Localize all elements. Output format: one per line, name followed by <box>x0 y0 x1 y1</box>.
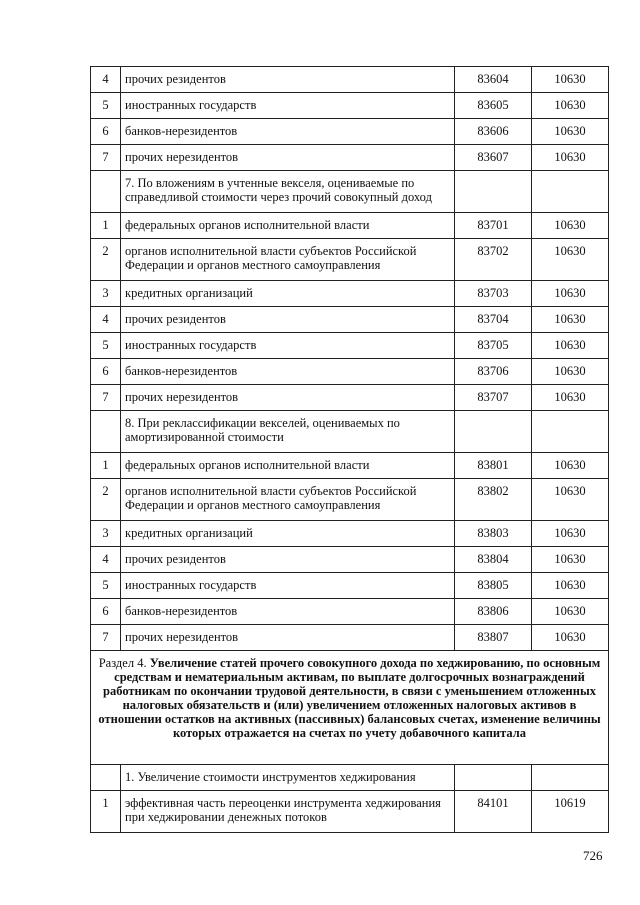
row-description: прочих резидентов <box>121 307 455 333</box>
row-description: кредитных организаций <box>121 521 455 547</box>
row-description: иностранных государств <box>121 93 455 119</box>
row-description: прочих нерезидентов <box>121 625 455 651</box>
account-number: 10630 <box>532 479 609 521</box>
section-label: Раздел 4. <box>98 656 147 670</box>
table-row <box>91 599 609 625</box>
row-number: 4 <box>91 67 121 93</box>
row-number: 7 <box>91 145 121 171</box>
row-number <box>91 411 121 453</box>
symbol-code: 83703 <box>455 281 532 307</box>
account-number: 10630 <box>532 521 609 547</box>
symbol-code: 83606 <box>455 119 532 145</box>
account-number: 10630 <box>532 145 609 171</box>
symbol-code: 83805 <box>455 573 532 599</box>
account-number: 10630 <box>532 453 609 479</box>
row-description: прочих резидентов <box>121 67 455 93</box>
row-number: 1 <box>91 453 121 479</box>
page-number: 726 <box>583 848 603 863</box>
table-row <box>91 479 609 521</box>
row-number: 3 <box>91 521 121 547</box>
table-row <box>91 453 609 479</box>
row-description: прочих нерезидентов <box>121 145 455 171</box>
table-row <box>91 281 609 307</box>
table-row <box>91 213 609 239</box>
section-header-row <box>91 651 609 765</box>
account-number <box>532 765 609 791</box>
table-row <box>91 547 609 573</box>
row-description: банков-нерезидентов <box>121 119 455 145</box>
row-number: 2 <box>91 479 121 521</box>
account-number: 10630 <box>532 67 609 93</box>
symbol-code <box>455 411 532 453</box>
symbol-code <box>455 171 532 213</box>
row-number: 5 <box>91 93 121 119</box>
row-number: 7 <box>91 625 121 651</box>
table-row <box>91 625 609 651</box>
account-number: 10630 <box>532 281 609 307</box>
row-description: иностранных государств <box>121 573 455 599</box>
symbol-code: 83802 <box>455 479 532 521</box>
row-number: 3 <box>91 281 121 307</box>
group-heading: 8. При реклассификации векселей, оцениваемых по амортизированной стоимости <box>121 411 455 453</box>
row-description: банков-нерезидентов <box>121 359 455 385</box>
account-number <box>532 411 609 453</box>
section-heading <box>91 651 609 765</box>
row-description: прочих резидентов <box>121 547 455 573</box>
account-number: 10630 <box>532 213 609 239</box>
row-number <box>91 765 121 791</box>
group-header-row <box>91 411 609 453</box>
row-description: эффективная часть переоценки инструмента хеджирования при хеджировании денежных потоков <box>121 791 455 833</box>
symbol-code: 83707 <box>455 385 532 411</box>
account-number: 10630 <box>532 573 609 599</box>
row-description: иностранных государств <box>121 333 455 359</box>
row-number: 4 <box>91 307 121 333</box>
account-number: 10630 <box>532 93 609 119</box>
row-description: федеральных органов исполнительной власти <box>121 213 455 239</box>
row-number: 2 <box>91 239 121 281</box>
table-row <box>91 521 609 547</box>
row-number <box>91 171 121 213</box>
account-number: 10619 <box>532 791 609 833</box>
table-row <box>91 67 609 93</box>
symbol-code: 83605 <box>455 93 532 119</box>
row-description: органов исполнительной власти субъектов Российской Федерации и органов местного самоуправления <box>121 479 455 521</box>
section-title: Увеличение статей прочего совокупного дохода по хеджированию, по основным средствам и нематериальным активам, по выплате долгосрочных вознаграждений работникам по окончании трудовой деятельности, в связи с уменьшением отложенных налоговых обязательств и (или) увеличением отложенных налоговых активов в отношении остатков на активных (пассивных) балансовых счетах, изменение величины которых отражается на счетах по учету добавочного капитала <box>98 656 601 740</box>
row-number: 1 <box>91 213 121 239</box>
row-number: 6 <box>91 359 121 385</box>
account-number: 10630 <box>532 547 609 573</box>
symbol-code: 83804 <box>455 547 532 573</box>
group-header-row <box>91 171 609 213</box>
row-number: 5 <box>91 573 121 599</box>
account-number: 10630 <box>532 307 609 333</box>
symbol-code: 83807 <box>455 625 532 651</box>
account-number: 10630 <box>532 333 609 359</box>
symbol-code: 83801 <box>455 453 532 479</box>
symbol-code: 83706 <box>455 359 532 385</box>
symbol-code: 83701 <box>455 213 532 239</box>
symbol-code: 83806 <box>455 599 532 625</box>
account-number: 10630 <box>532 119 609 145</box>
symbol-code: 83704 <box>455 307 532 333</box>
row-number: 6 <box>91 119 121 145</box>
table-row <box>91 119 609 145</box>
row-description: прочих нерезидентов <box>121 385 455 411</box>
table-row <box>91 573 609 599</box>
row-description: банков-нерезидентов <box>121 599 455 625</box>
accounts-table <box>90 66 609 833</box>
symbol-code: 83705 <box>455 333 532 359</box>
table-row <box>91 307 609 333</box>
symbol-code: 84101 <box>455 791 532 833</box>
table-row <box>91 333 609 359</box>
symbol-code: 83604 <box>455 67 532 93</box>
account-number: 10630 <box>532 239 609 281</box>
account-number: 10630 <box>532 385 609 411</box>
symbol-code <box>455 765 532 791</box>
table-row <box>91 145 609 171</box>
row-number: 1 <box>91 791 121 833</box>
account-number: 10630 <box>532 625 609 651</box>
account-number: 10630 <box>532 599 609 625</box>
table-row <box>91 385 609 411</box>
table-row <box>91 791 609 833</box>
symbol-code: 83702 <box>455 239 532 281</box>
row-number: 5 <box>91 333 121 359</box>
account-number: 10630 <box>532 359 609 385</box>
table-row <box>91 239 609 281</box>
row-description: федеральных органов исполнительной власти <box>121 453 455 479</box>
symbol-code: 83607 <box>455 145 532 171</box>
table-row <box>91 359 609 385</box>
row-number: 6 <box>91 599 121 625</box>
row-description: кредитных организаций <box>121 281 455 307</box>
symbol-code: 83803 <box>455 521 532 547</box>
account-number <box>532 171 609 213</box>
row-description: органов исполнительной власти субъектов Российской Федерации и органов местного самоуправления <box>121 239 455 281</box>
row-number: 7 <box>91 385 121 411</box>
row-number: 4 <box>91 547 121 573</box>
group-header-row <box>91 765 609 791</box>
group-heading: 1. Увеличение стоимости инструментов хеджирования <box>121 765 455 791</box>
table-row <box>91 93 609 119</box>
group-heading: 7. По вложениям в учтенные векселя, оцениваемые по справедливой стоимости через прочий совокупный доход <box>121 171 455 213</box>
